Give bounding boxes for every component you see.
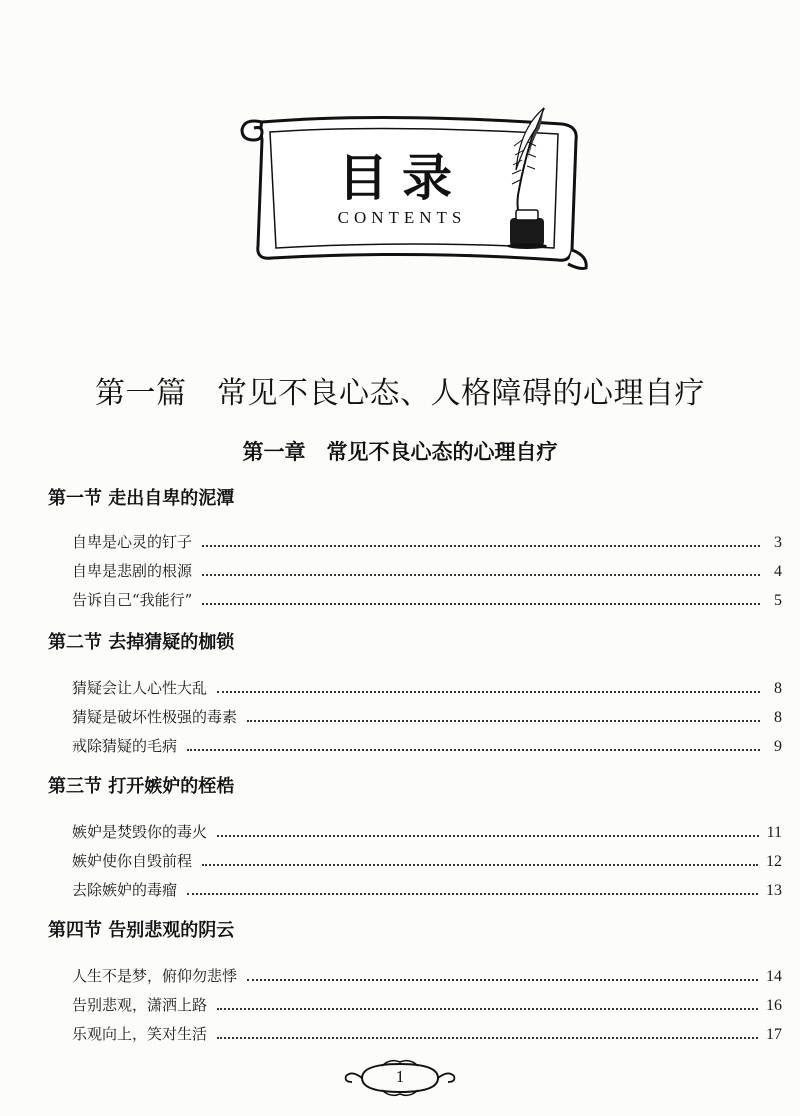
toc-entry-label: 告别悲观，潇洒上路 [72,996,208,1014]
toc-entry-page: 16 [766,997,782,1014]
dot-leader [247,979,758,981]
toc-entry-label: 戒除猜疑的毛病 [72,737,178,755]
toc-entry-label: 人生不是梦，俯仰勿悲悸 [72,967,238,985]
toc-entry[interactable] [72,960,782,986]
section-heading[interactable]: 第三节 打开嫉妒的桎梏 [48,776,235,797]
toc-entry[interactable] [72,672,782,698]
toc-entry[interactable] [72,526,782,552]
toc-entry-page: 4 [774,563,782,580]
toc-entry-label: 去除嫉妒的毒瘤 [72,881,178,899]
toc-entry-page: 8 [774,680,782,697]
toc-entry-page: 13 [766,882,782,899]
toc-section [48,774,748,800]
toc-entry-label: 猜疑会让人心性大乱 [72,679,208,697]
toc-entry[interactable] [72,874,782,900]
dot-leader [217,835,759,837]
toc-entry[interactable] [72,701,782,727]
contents-title: 目录 [338,148,466,207]
toc-entry-label: 自卑是悲剧的根源 [72,562,193,580]
section-heading[interactable]: 第四节 告别悲观的阴云 [48,920,235,941]
section-heading[interactable]: 第二节 去掉猜疑的枷锁 [48,632,235,653]
toc-entry-page: 12 [766,853,782,870]
section-heading[interactable]: 第一节 走出自卑的泥潭 [48,488,235,509]
contents-banner [232,100,592,270]
dot-leader [202,545,760,547]
toc-entry-label: 猜疑是破坏性极强的毒素 [72,708,238,726]
toc-entry-page: 14 [766,968,782,985]
toc-entry-label: 自卑是心灵的钉子 [72,533,193,551]
toc-entry-page: 11 [766,824,782,841]
dot-leader [217,1008,758,1010]
toc-entry-label: 乐观向上，笑对生活 [72,1025,208,1043]
toc-entry-page: 17 [766,1026,782,1043]
toc-entry-page: 8 [774,709,782,726]
toc-entry[interactable] [72,816,782,842]
toc-entry[interactable] [72,584,782,610]
toc-entry[interactable] [72,989,782,1015]
toc-entry[interactable] [72,1018,782,1044]
toc-entry[interactable] [72,555,782,581]
toc-entry-label: 嫉妒使你自毁前程 [72,852,193,870]
part-title: 第一篇 常见不良心态、人格障碍的心理自疗 [95,376,705,411]
dot-leader [202,864,758,866]
contents-subtitle: CONTENTS [337,208,467,227]
toc-entry[interactable] [72,730,782,756]
page-number: 1 [395,1067,405,1086]
toc-entry-page: 9 [774,738,782,755]
dot-leader [187,749,760,751]
toc-section [48,918,748,944]
toc-section [48,486,748,512]
toc-entry-label: 告诉自己“我能行” [72,591,193,609]
chapter-title: 第一章 常见不良心态的心理自疗 [242,439,558,464]
dot-leader [202,574,760,576]
toc-section [48,630,748,656]
dot-leader [202,603,760,605]
toc-entry-page: 3 [774,534,782,551]
dot-leader [217,1037,758,1039]
toc-entry[interactable] [72,845,782,871]
dot-leader [247,720,760,722]
toc-entry-page: 5 [774,592,782,609]
dot-leader [217,691,760,693]
dot-leader [187,893,758,895]
toc-entry-label: 嫉妒是焚毁你的毒火 [72,823,208,841]
page-number-ornament [342,1058,458,1098]
